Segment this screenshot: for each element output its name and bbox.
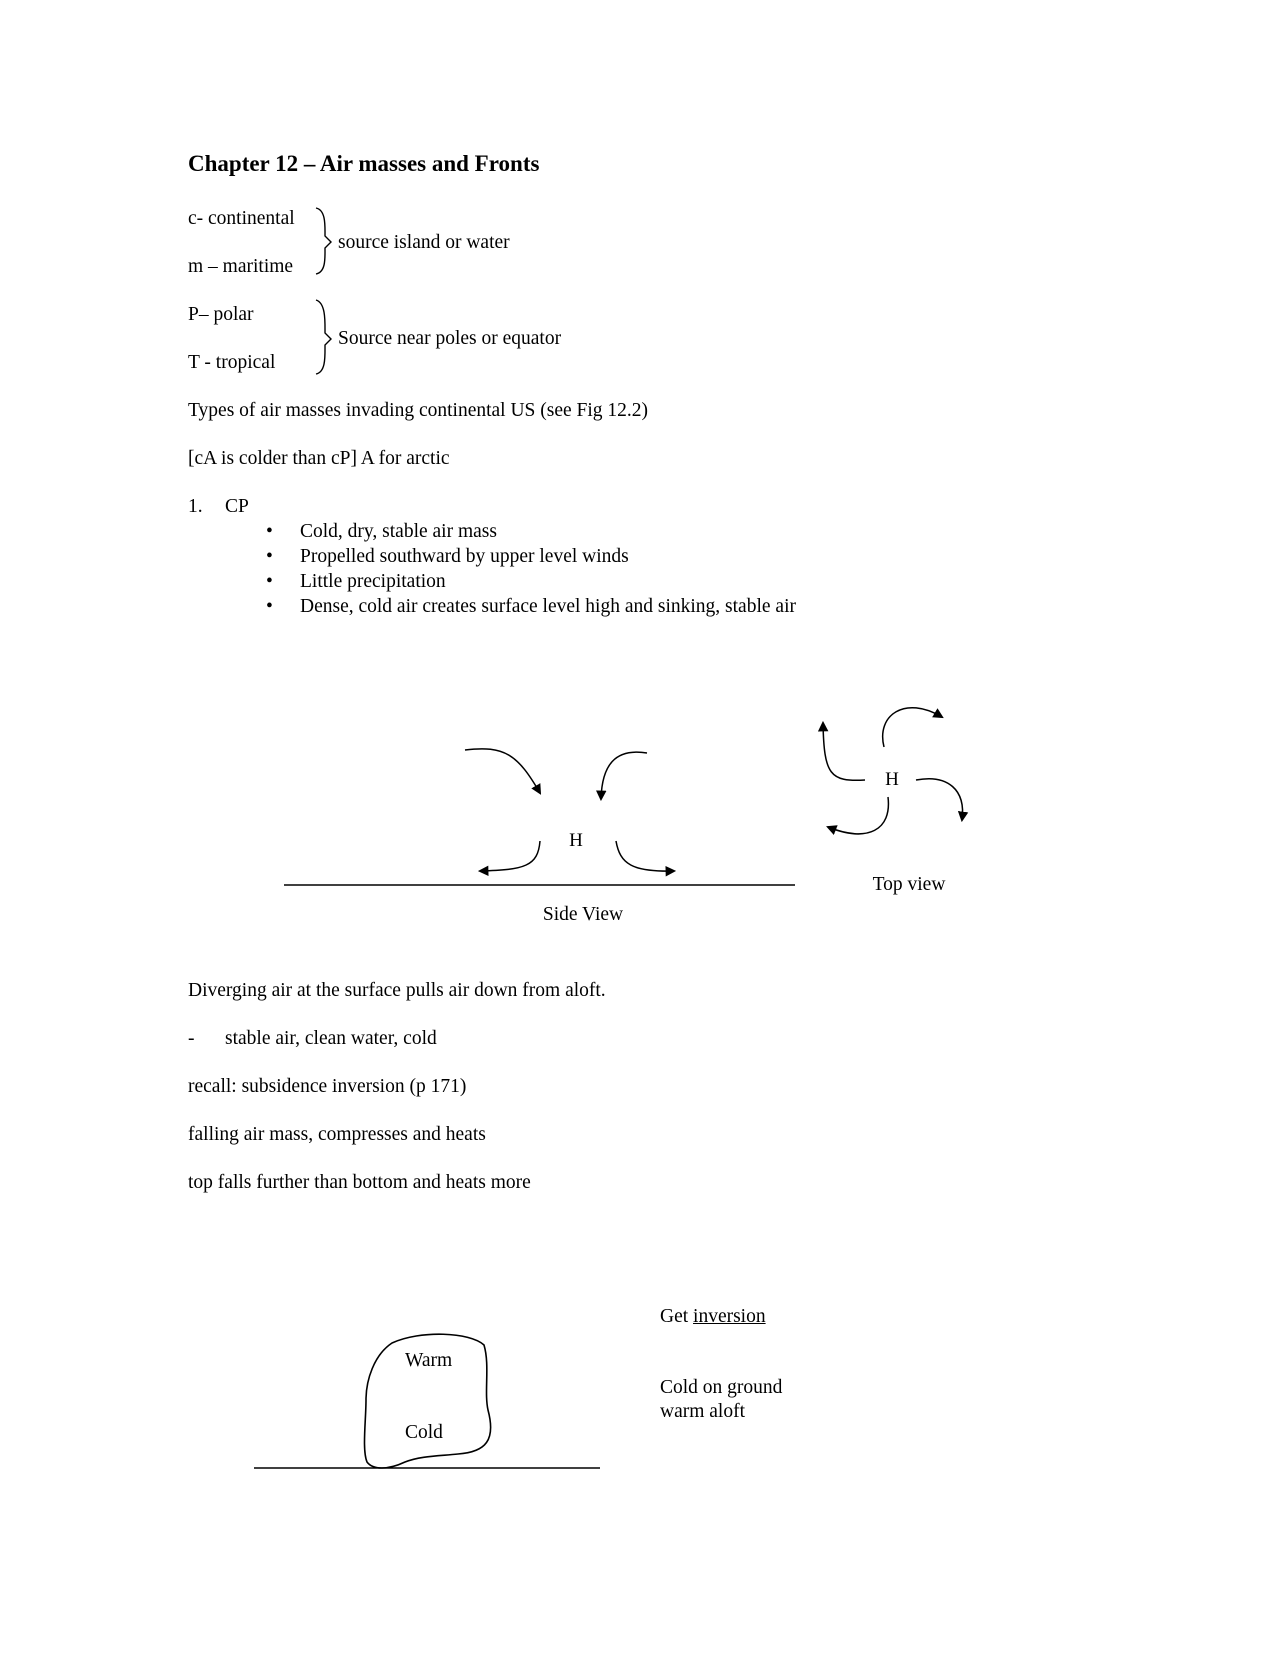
diverging-line: Diverging air at the surface pulls air down from aloft.: [188, 980, 606, 1001]
inversion-note-prefix: Get: [660, 1306, 694, 1327]
inversion-term: inversion: [693, 1306, 766, 1327]
types-line: Types of air masses invading continental US (see Fig 12.2): [188, 400, 649, 421]
tropical-label: T - tropical: [188, 352, 276, 373]
side-view-h-label: H: [569, 830, 583, 851]
group1-source-note: source island or water: [338, 232, 510, 253]
top-view-h-label: H: [885, 769, 899, 790]
polar-label: P– polar: [188, 304, 254, 325]
continental-label: c- continental: [188, 208, 295, 229]
bullet-item: • Cold, dry, stable air mass: [266, 519, 796, 544]
dash-item-text: stable air, clean water, cold: [225, 1028, 437, 1049]
group2-source-note: Source near poles or equator: [338, 328, 562, 349]
page-title: Chapter 12 – Air masses and Fronts: [188, 151, 540, 176]
bullet-item: • Little precipitation: [266, 569, 796, 594]
arctic-note: [cA is colder than cP] A for arctic: [188, 448, 450, 469]
recall-line: recall: subsidence inversion (p 171): [188, 1076, 467, 1097]
cold-on-ground-note: Cold on ground warm aloft: [660, 1377, 783, 1422]
list-label-cp: CP: [225, 496, 249, 517]
inversion-note: [660, 1305, 766, 1329]
warm-label: Warm: [405, 1350, 453, 1371]
top-falls-line: top falls further than bottom and heats more: [188, 1172, 531, 1193]
side-view-caption: Side View: [542, 904, 624, 925]
cold-label: Cold: [405, 1422, 443, 1443]
dash-marker: -: [188, 1028, 195, 1049]
top-view-caption: Top view: [872, 874, 946, 895]
bullet-item: • Propelled southward by upper level winds: [266, 544, 796, 569]
bullet-item: • Dense, cold air creates surface level high and sinking, stable air: [266, 594, 796, 619]
falling-line: falling air mass, compresses and heats: [188, 1124, 486, 1145]
list-number: 1.: [188, 496, 203, 517]
maritime-label: m – maritime: [188, 256, 294, 277]
